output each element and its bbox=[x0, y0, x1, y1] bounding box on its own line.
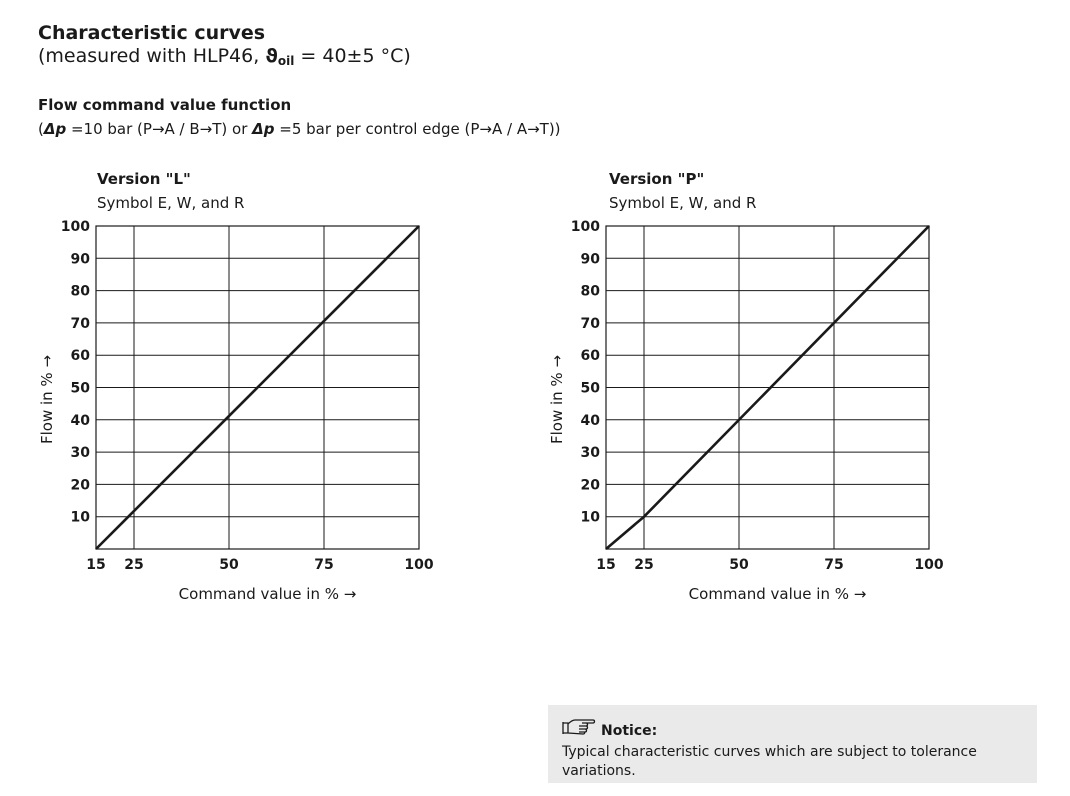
y-tick-label: 100 bbox=[570, 219, 600, 235]
notice-heading: Notice: bbox=[601, 723, 658, 739]
x-tick-label: 100 bbox=[404, 557, 434, 573]
x-axis-label: Command value in % → bbox=[688, 585, 867, 603]
chart-version-p bbox=[510, 210, 1030, 610]
y-tick-label: 90 bbox=[580, 251, 600, 268]
chart-p-title: Version "P" bbox=[609, 170, 705, 188]
y-tick-label: 10 bbox=[70, 509, 90, 526]
measurement-conditions bbox=[38, 45, 411, 68]
section-cond-2: =5 bar per control edge (P→A / A→T)) bbox=[274, 120, 561, 138]
y-tick-label: 60 bbox=[580, 348, 600, 365]
x-tick-label: 50 bbox=[729, 557, 749, 573]
y-tick-label: 60 bbox=[70, 348, 90, 365]
y-tick-label: 90 bbox=[70, 251, 90, 268]
y-tick-label: 80 bbox=[70, 283, 90, 300]
notice-text: Typical characteristic curves which are subject to tolerance variations. bbox=[562, 744, 977, 779]
x-tick-label: 100 bbox=[914, 557, 944, 573]
page-title: Characteristic curves bbox=[38, 22, 266, 44]
y-tick-label: 20 bbox=[70, 477, 90, 494]
chart-l-title: Version "L" bbox=[97, 170, 191, 188]
y-tick-label: 10 bbox=[580, 509, 600, 526]
section-open-paren: ( bbox=[38, 120, 44, 138]
pointing-hand-icon bbox=[562, 718, 596, 736]
y-tick-label: 40 bbox=[70, 412, 90, 429]
section-title: Flow command value function bbox=[38, 96, 292, 114]
y-tick-label: 70 bbox=[580, 315, 600, 332]
x-tick-label: 75 bbox=[824, 557, 844, 573]
y-tick-label: 70 bbox=[70, 315, 90, 332]
y-tick-label: 100 bbox=[60, 219, 90, 235]
y-tick-label: 30 bbox=[580, 445, 600, 462]
chart-p-subtitle: Symbol E, W, and R bbox=[609, 194, 757, 212]
y-tick-label: 20 bbox=[580, 477, 600, 494]
y-axis-label: Flow in % → bbox=[548, 354, 566, 445]
x-tick-label: 25 bbox=[634, 557, 654, 573]
y-tick-label: 30 bbox=[70, 445, 90, 462]
x-tick-label: 15 bbox=[86, 557, 106, 573]
delta-p-symbol-2: Δp bbox=[252, 120, 275, 138]
x-tick-label: 15 bbox=[596, 557, 616, 573]
x-tick-label: 25 bbox=[124, 557, 144, 573]
y-tick-label: 50 bbox=[70, 380, 90, 397]
conditions-suffix: = 40±5 °C) bbox=[294, 45, 411, 67]
y-axis-label: Flow in % → bbox=[38, 354, 56, 445]
section-cond-1: =10 bar (P→A / B→T) or bbox=[66, 120, 253, 138]
theta-symbol: ϑ bbox=[265, 45, 278, 67]
theta-subscript: oil bbox=[277, 54, 295, 68]
y-tick-label: 40 bbox=[580, 412, 600, 429]
x-tick-label: 75 bbox=[314, 557, 334, 573]
chart-l-subtitle: Symbol E, W, and R bbox=[97, 194, 245, 212]
chart-version-l bbox=[0, 210, 520, 610]
notice-box bbox=[548, 705, 1037, 783]
y-tick-label: 50 bbox=[580, 380, 600, 397]
section-conditions bbox=[38, 120, 561, 138]
delta-p-symbol-1: Δp bbox=[43, 120, 67, 138]
x-tick-label: 50 bbox=[219, 557, 239, 573]
x-axis-label: Command value in % → bbox=[178, 585, 357, 603]
conditions-prefix: (measured with HLP46, bbox=[38, 45, 266, 67]
y-tick-label: 80 bbox=[580, 283, 600, 300]
